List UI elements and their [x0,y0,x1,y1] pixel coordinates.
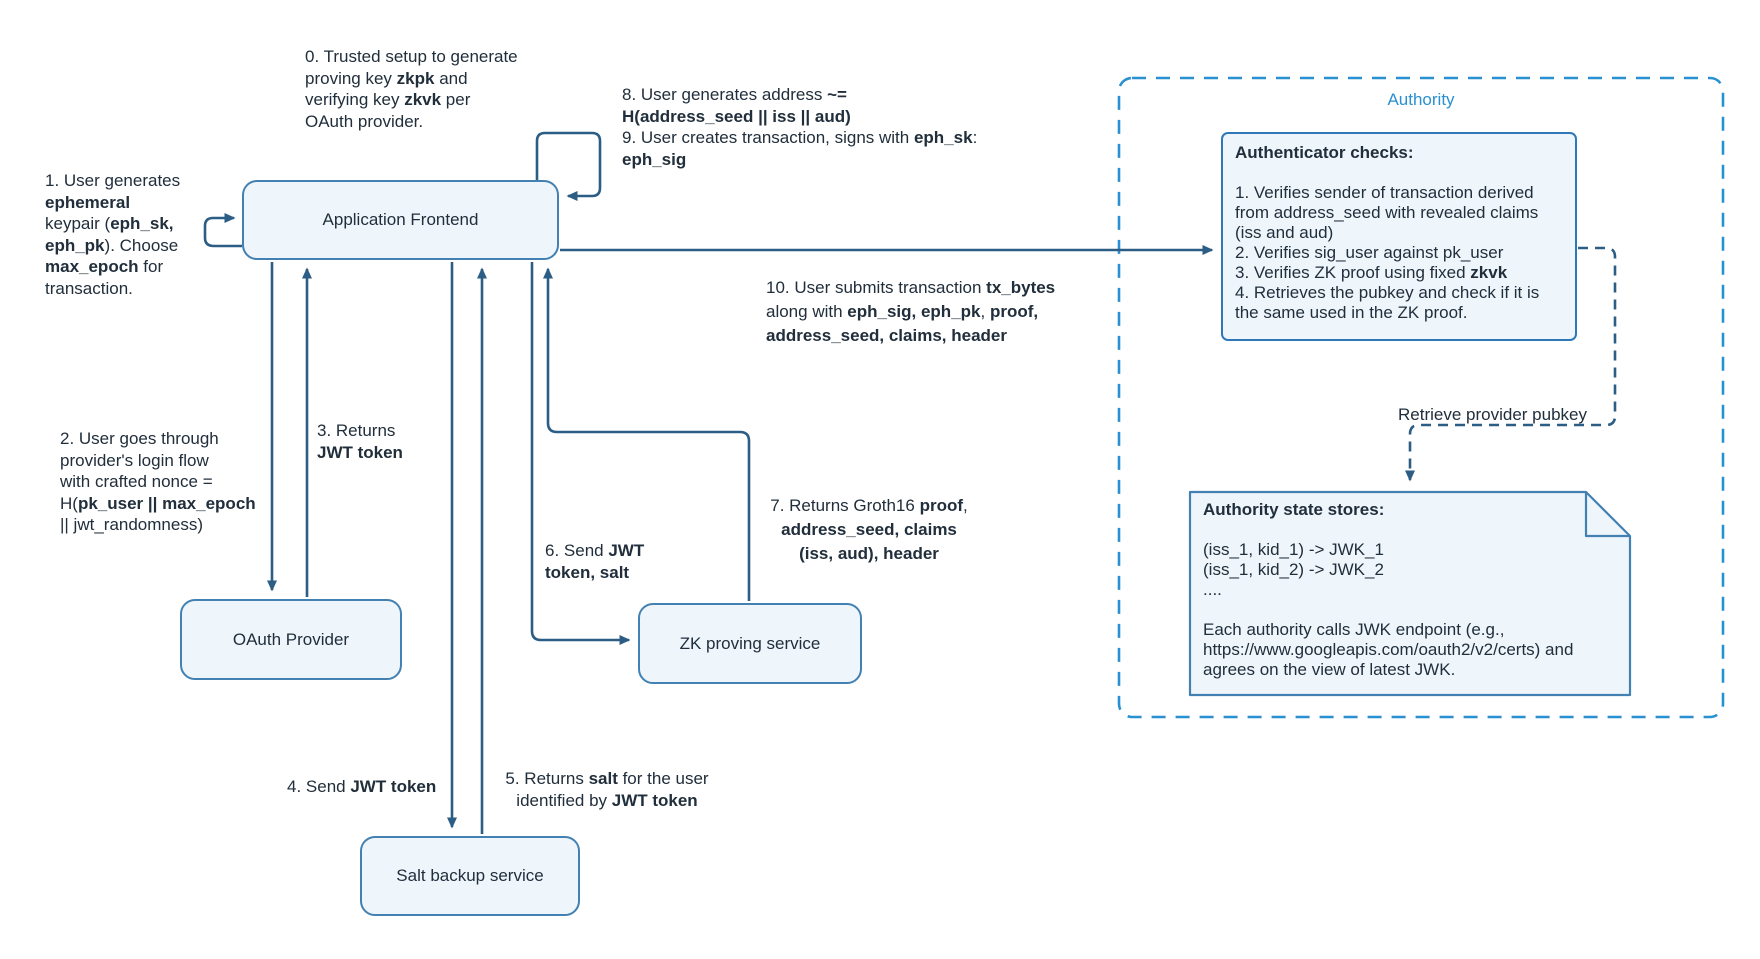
text-line: .... [1203,580,1222,599]
text-line: address_seed, claims, header [766,326,1007,345]
node-zk-proving-service [638,603,862,684]
text-line: along with eph_sig, eph_pk, proof, [766,302,1039,321]
text-line: (iss, aud), header [799,544,939,563]
annotation-step-6 [545,540,644,583]
text-line: 2. User goes through [60,429,219,448]
arrow-step1-ephemeral-loop [205,218,242,246]
node-oauth-provider [180,599,402,680]
text-line: proving key zkpk and [305,68,468,88]
retrieve-provider-pubkey-label: Retrieve provider pubkey [1398,405,1587,424]
text-line: 0. Trusted setup to generate [305,47,518,66]
annotation-step-10 [766,276,1055,348]
text-line [1203,600,1573,620]
text-line: provider's login flow [60,450,209,470]
text-line: H(pk_user || max_epoch [60,493,256,513]
text-line: address_seed, claims [781,520,957,539]
text-line: 2. Verifies sig_user against pk_user [1235,243,1504,262]
authority-title: Authority [1387,90,1455,109]
text-line: OAuth provider. [305,111,424,131]
text-line: 1. Verifies sender of transaction derived [1235,183,1534,202]
text-line: keypair (eph_sk, [45,214,174,233]
annotation-step-1 [45,170,180,299]
text-line: 6. Send JWT [545,541,645,560]
text-line: eph_pk). Choose [45,235,179,255]
text-line: H(address_seed || iss || aud) [622,106,851,126]
authenticator-checks-title: Authenticator checks: [1235,143,1414,162]
text-line: identified by JWT token [516,790,698,810]
text-line: the same used in the ZK proof. [1235,303,1468,322]
text-line: JWT token [317,442,403,462]
text-line: (iss_1, kid_1) -> JWK_1 [1203,540,1384,559]
authority-state-stores-text [1203,500,1573,680]
node-label: Application Frontend [322,210,479,229]
annotation-step-0 [305,46,518,132]
text-line: 4. Send JWT token [287,777,437,796]
authenticator-checks-box [1221,132,1577,341]
text-line: 3. Returns [317,421,396,440]
text-line: from address_seed with revealed claims [1235,203,1539,222]
text-line: verifying key zkvk per [305,90,471,109]
authenticator-checks-lines [1235,183,1563,323]
text-line: 9. User creates transaction, signs with eph_sk: [622,128,978,147]
annotation-step-5 [487,768,727,811]
authority-state-stores-lines [1203,540,1573,680]
annotation-step-7 [760,494,978,566]
text-line: 10. User submits transaction tx_bytes [766,278,1056,297]
annotation-step-2 [60,428,256,536]
text-line: 4. Retrieves the pubkey and check if it is [1235,283,1540,302]
text-line: 8. User generates address ~= [622,85,847,104]
node-label: ZK proving service [679,633,821,653]
node-salt-backup-service [360,836,580,916]
annotation-step-4 [287,776,436,798]
text-line: with crafted nonce = [60,472,213,491]
text-line: max_epoch for [45,257,164,276]
text-line: || jwt_randomness) [60,515,203,534]
annotation-step-3 [317,420,403,463]
text-line: (iss_1, kid_2) -> JWK_2 [1203,560,1384,579]
text-line: eph_sig [622,149,687,169]
text-line: 1. User generates [45,171,181,190]
text-line: transaction. [45,278,133,298]
text-line: https://www.googleapis.com/oauth2/v2/certs) and [1203,640,1574,659]
text-line: 5. Returns salt for the user [505,769,709,788]
node-application-frontend [242,180,559,260]
authority-state-stores-title: Authority state stores: [1203,500,1385,519]
text-line: 3. Verifies ZK proof using fixed zkvk [1235,263,1508,282]
text-line: (iss and aud) [1235,223,1334,242]
node-label: OAuth Provider [232,629,350,649]
annotation-step-8-9 [622,84,977,170]
node-label: Salt backup service [396,866,544,885]
arrow-step6-send-jwt-salt [532,262,629,640]
text-line: 7. Returns Groth16 proof, [770,496,968,515]
text-line: Each authority calls JWK endpoint (e.g., [1203,620,1505,639]
text-line: ephemeral [45,192,131,212]
text-line: token, salt [545,562,630,582]
text-line: agrees on the view of latest JWK. [1203,660,1456,679]
